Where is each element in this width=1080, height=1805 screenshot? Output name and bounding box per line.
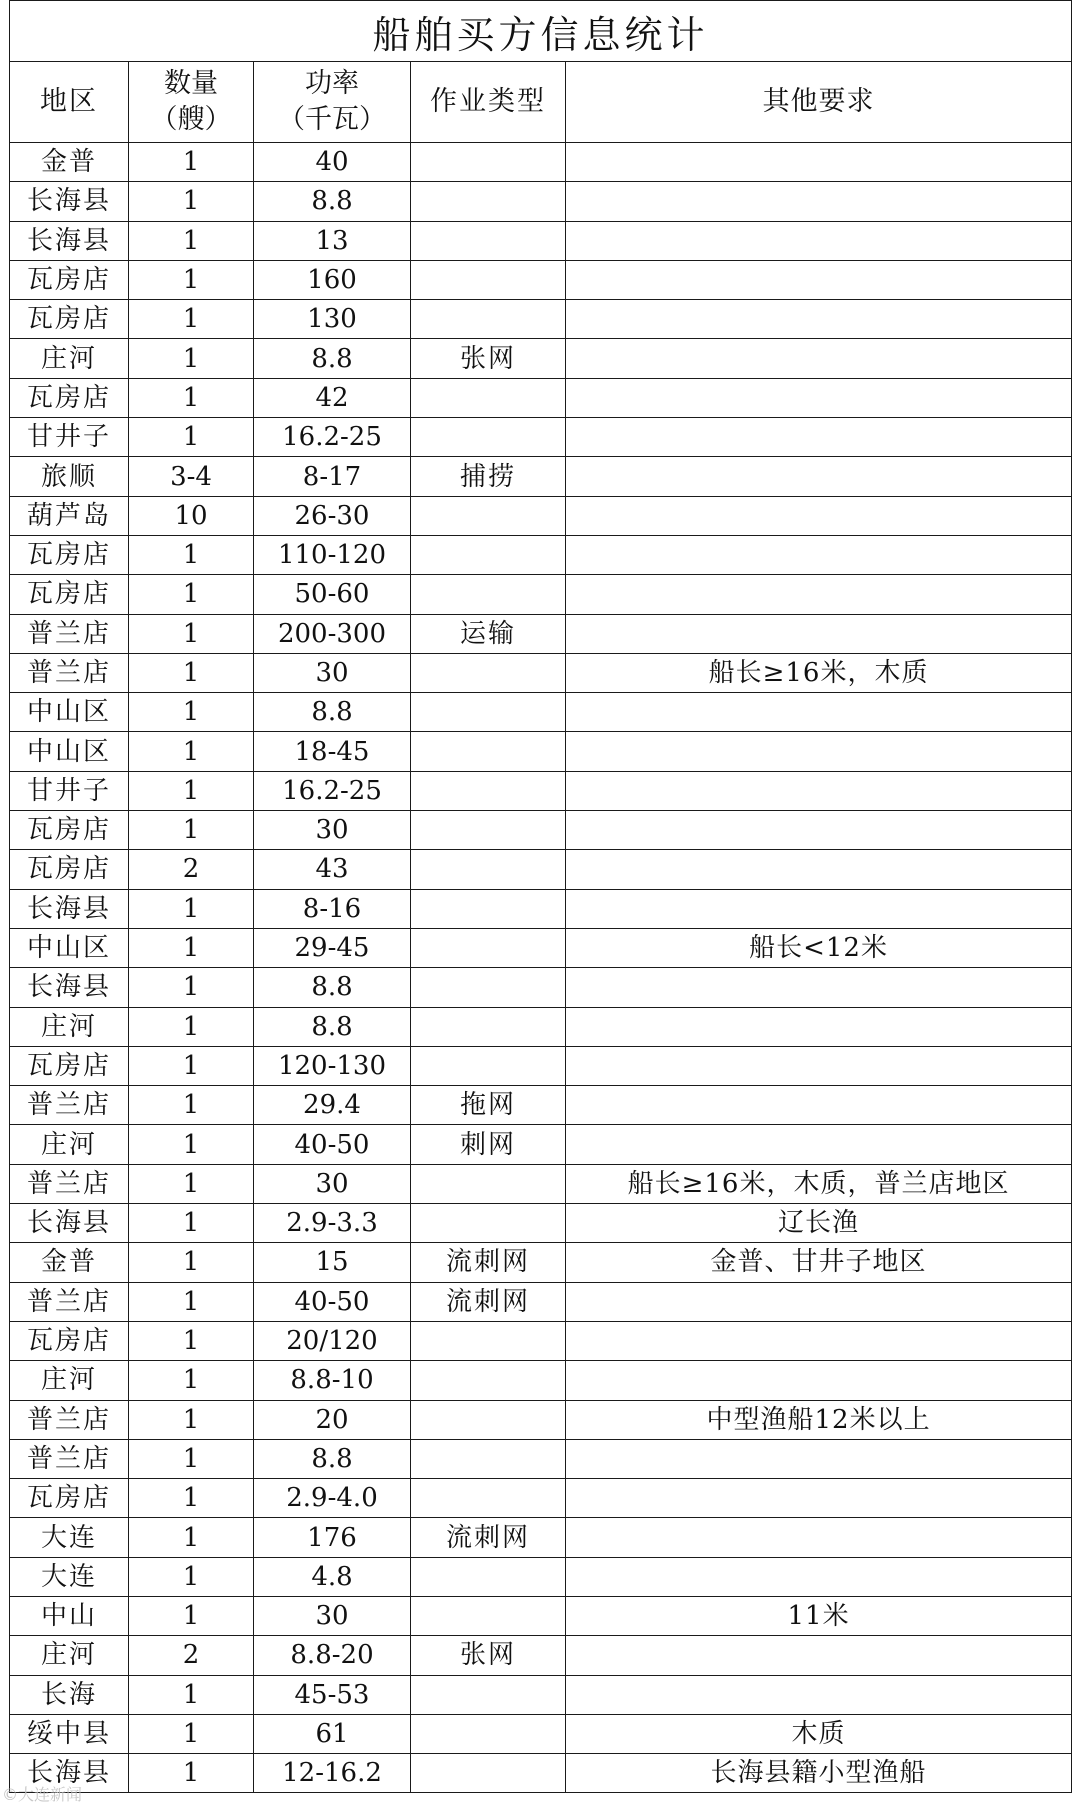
cell-work-type xyxy=(411,928,566,967)
cell-work-type xyxy=(411,1596,566,1635)
cell-quantity: 1 xyxy=(129,1007,254,1046)
cell-region: 普兰店 xyxy=(10,1164,129,1203)
cell-other-requirements: 船长<12米 xyxy=(566,928,1072,967)
header-other-requirements: 其他要求 xyxy=(566,62,1072,143)
table-row xyxy=(10,1282,1072,1321)
cell-work-type xyxy=(411,1439,566,1478)
cell-work-type: 张网 xyxy=(411,1636,566,1675)
document-page xyxy=(9,0,1071,1805)
cell-other-requirements xyxy=(566,378,1072,417)
cell-work-type: 流刺网 xyxy=(411,1282,566,1321)
cell-region: 普兰店 xyxy=(10,1439,129,1478)
cell-region: 绥中县 xyxy=(10,1714,129,1753)
cell-power: 40 xyxy=(254,143,411,182)
cell-quantity: 1 xyxy=(129,928,254,967)
cell-work-type xyxy=(411,811,566,850)
cell-other-requirements: 长海县籍小型渔船 xyxy=(566,1754,1072,1793)
cell-power: 8.8 xyxy=(254,693,411,732)
cell-region: 瓦房店 xyxy=(10,300,129,339)
cell-other-requirements: 辽长渔 xyxy=(566,1204,1072,1243)
cell-work-type: 刺网 xyxy=(411,1125,566,1164)
table-row xyxy=(10,928,1072,967)
cell-work-type xyxy=(411,653,566,692)
cell-power: 8.8 xyxy=(254,1007,411,1046)
cell-power: 45-53 xyxy=(254,1675,411,1714)
cell-power: 8.8 xyxy=(254,968,411,1007)
table-row xyxy=(10,1046,1072,1085)
cell-work-type xyxy=(411,693,566,732)
cell-quantity: 1 xyxy=(129,1675,254,1714)
cell-work-type xyxy=(411,1361,566,1400)
cell-work-type xyxy=(411,221,566,260)
cell-region: 庄河 xyxy=(10,1636,129,1675)
cell-region: 金普 xyxy=(10,143,129,182)
cell-other-requirements xyxy=(566,732,1072,771)
cell-work-type xyxy=(411,968,566,1007)
cell-other-requirements xyxy=(566,300,1072,339)
header-region: 地区 xyxy=(10,62,129,143)
cell-region: 庄河 xyxy=(10,1361,129,1400)
cell-work-type xyxy=(411,1675,566,1714)
cell-work-type xyxy=(411,143,566,182)
cell-region: 长海县 xyxy=(10,889,129,928)
cell-region: 普兰店 xyxy=(10,1086,129,1125)
cell-power: 8.8-10 xyxy=(254,1361,411,1400)
cell-quantity: 1 xyxy=(129,143,254,182)
cell-region: 瓦房店 xyxy=(10,811,129,850)
cell-work-type xyxy=(411,1557,566,1596)
cell-power: 176 xyxy=(254,1518,411,1557)
cell-quantity: 1 xyxy=(129,1479,254,1518)
cell-quantity: 1 xyxy=(129,575,254,614)
cell-region: 瓦房店 xyxy=(10,1046,129,1085)
cell-work-type xyxy=(411,1046,566,1085)
table-row xyxy=(10,300,1072,339)
cell-power: 110-120 xyxy=(254,535,411,574)
ship-buyer-table xyxy=(9,0,1072,1793)
table-row xyxy=(10,1164,1072,1203)
cell-other-requirements xyxy=(566,968,1072,1007)
cell-power: 29-45 xyxy=(254,928,411,967)
cell-region: 中山区 xyxy=(10,693,129,732)
cell-power: 16.2-25 xyxy=(254,418,411,457)
table-row xyxy=(10,889,1072,928)
table-row xyxy=(10,496,1072,535)
cell-power: 30 xyxy=(254,1596,411,1635)
cell-other-requirements xyxy=(566,1675,1072,1714)
cell-power: 20/120 xyxy=(254,1321,411,1360)
cell-region: 瓦房店 xyxy=(10,260,129,299)
cell-other-requirements xyxy=(566,182,1072,221)
cell-power: 29.4 xyxy=(254,1086,411,1125)
cell-region: 甘井子 xyxy=(10,771,129,810)
cell-power: 50-60 xyxy=(254,575,411,614)
cell-other-requirements: 11米 xyxy=(566,1596,1072,1635)
cell-quantity: 1 xyxy=(129,1754,254,1793)
table-row xyxy=(10,1086,1072,1125)
cell-region: 瓦房店 xyxy=(10,1321,129,1360)
table-row xyxy=(10,1714,1072,1753)
cell-region: 大连 xyxy=(10,1557,129,1596)
cell-quantity: 1 xyxy=(129,1125,254,1164)
cell-region: 普兰店 xyxy=(10,1400,129,1439)
cell-power: 18-45 xyxy=(254,732,411,771)
cell-power: 200-300 xyxy=(254,614,411,653)
cell-work-type xyxy=(411,182,566,221)
cell-region: 金普 xyxy=(10,1243,129,1282)
cell-other-requirements xyxy=(566,575,1072,614)
cell-power: 15 xyxy=(254,1243,411,1282)
cell-quantity: 1 xyxy=(129,968,254,1007)
cell-quantity: 1 xyxy=(129,260,254,299)
cell-quantity: 1 xyxy=(129,811,254,850)
cell-other-requirements xyxy=(566,457,1072,496)
table-row xyxy=(10,535,1072,574)
cell-quantity: 1 xyxy=(129,653,254,692)
cell-power: 40-50 xyxy=(254,1125,411,1164)
table-row xyxy=(10,653,1072,692)
table-row xyxy=(10,1596,1072,1635)
cell-quantity: 2 xyxy=(129,1636,254,1675)
table-row xyxy=(10,732,1072,771)
cell-power: 30 xyxy=(254,653,411,692)
cell-region: 庄河 xyxy=(10,1125,129,1164)
cell-region: 中山 xyxy=(10,1596,129,1635)
cell-other-requirements xyxy=(566,1636,1072,1675)
cell-power: 2.9-4.0 xyxy=(254,1479,411,1518)
cell-region: 葫芦岛 xyxy=(10,496,129,535)
table-row xyxy=(10,339,1072,378)
cell-work-type: 流刺网 xyxy=(411,1518,566,1557)
cell-power: 8.8 xyxy=(254,339,411,378)
cell-power: 8.8 xyxy=(254,1439,411,1478)
table-row xyxy=(10,260,1072,299)
cell-other-requirements xyxy=(566,1518,1072,1557)
cell-power: 12-16.2 xyxy=(254,1754,411,1793)
header-quantity: 数量 （艘） xyxy=(129,62,254,143)
cell-other-requirements xyxy=(566,1086,1072,1125)
cell-work-type xyxy=(411,1479,566,1518)
cell-other-requirements: 木质 xyxy=(566,1714,1072,1753)
cell-other-requirements xyxy=(566,1046,1072,1085)
cell-other-requirements xyxy=(566,143,1072,182)
cell-quantity: 1 xyxy=(129,182,254,221)
cell-power: 160 xyxy=(254,260,411,299)
table-row xyxy=(10,1125,1072,1164)
cell-power: 16.2-25 xyxy=(254,771,411,810)
cell-region: 中山区 xyxy=(10,732,129,771)
cell-quantity: 1 xyxy=(129,1086,254,1125)
cell-work-type: 流刺网 xyxy=(411,1243,566,1282)
table-row xyxy=(10,771,1072,810)
table-row xyxy=(10,378,1072,417)
cell-quantity: 1 xyxy=(129,1439,254,1478)
cell-work-type xyxy=(411,575,566,614)
cell-region: 长海县 xyxy=(10,1204,129,1243)
table-row xyxy=(10,1518,1072,1557)
table-row xyxy=(10,1479,1072,1518)
cell-work-type xyxy=(411,378,566,417)
cell-other-requirements: 金普、甘井子地区 xyxy=(566,1243,1072,1282)
cell-quantity: 1 xyxy=(129,889,254,928)
table-row xyxy=(10,811,1072,850)
cell-quantity: 1 xyxy=(129,221,254,260)
header-power: 功率 （千瓦） xyxy=(254,62,411,143)
cell-power: 130 xyxy=(254,300,411,339)
cell-power: 8-17 xyxy=(254,457,411,496)
cell-quantity: 1 xyxy=(129,418,254,457)
cell-work-type xyxy=(411,418,566,457)
cell-work-type xyxy=(411,1007,566,1046)
table-row xyxy=(10,850,1072,889)
cell-work-type xyxy=(411,1400,566,1439)
cell-other-requirements xyxy=(566,1282,1072,1321)
cell-power: 43 xyxy=(254,850,411,889)
cell-quantity: 1 xyxy=(129,1557,254,1596)
cell-region: 瓦房店 xyxy=(10,850,129,889)
watermark-text: ©大连新闻 xyxy=(2,1785,83,1804)
cell-work-type xyxy=(411,850,566,889)
cell-other-requirements xyxy=(566,614,1072,653)
cell-quantity: 1 xyxy=(129,535,254,574)
table-row xyxy=(10,182,1072,221)
cell-quantity: 3-4 xyxy=(129,457,254,496)
cell-other-requirements xyxy=(566,1439,1072,1478)
cell-power: 4.8 xyxy=(254,1557,411,1596)
cell-region: 瓦房店 xyxy=(10,378,129,417)
cell-quantity: 1 xyxy=(129,1282,254,1321)
cell-region: 长海县 xyxy=(10,182,129,221)
cell-region: 普兰店 xyxy=(10,653,129,692)
cell-region: 庄河 xyxy=(10,1007,129,1046)
cell-quantity: 1 xyxy=(129,693,254,732)
cell-other-requirements xyxy=(566,418,1072,457)
cell-power: 30 xyxy=(254,1164,411,1203)
table-row xyxy=(10,968,1072,1007)
cell-power: 8.8 xyxy=(254,182,411,221)
cell-region: 长海县 xyxy=(10,1754,129,1793)
table-row xyxy=(10,1439,1072,1478)
cell-region: 普兰店 xyxy=(10,1282,129,1321)
table-row xyxy=(10,575,1072,614)
cell-region: 长海县 xyxy=(10,221,129,260)
cell-quantity: 1 xyxy=(129,1714,254,1753)
table-row xyxy=(10,1007,1072,1046)
cell-quantity: 2 xyxy=(129,850,254,889)
cell-quantity: 1 xyxy=(129,1164,254,1203)
cell-power: 8.8-20 xyxy=(254,1636,411,1675)
cell-other-requirements xyxy=(566,260,1072,299)
cell-other-requirements xyxy=(566,889,1072,928)
cell-power: 26-30 xyxy=(254,496,411,535)
cell-region: 瓦房店 xyxy=(10,575,129,614)
cell-other-requirements xyxy=(566,339,1072,378)
cell-power: 42 xyxy=(254,378,411,417)
cell-quantity: 1 xyxy=(129,771,254,810)
header-work-type: 作业类型 xyxy=(411,62,566,143)
table-body xyxy=(10,143,1072,1793)
cell-work-type: 拖网 xyxy=(411,1086,566,1125)
cell-region: 瓦房店 xyxy=(10,1479,129,1518)
cell-other-requirements xyxy=(566,1479,1072,1518)
cell-power: 30 xyxy=(254,811,411,850)
cell-region: 庄河 xyxy=(10,339,129,378)
cell-quantity: 1 xyxy=(129,1243,254,1282)
cell-region: 长海 xyxy=(10,1675,129,1714)
table-title: 船舶买方信息统计 xyxy=(10,1,1072,62)
table-row xyxy=(10,418,1072,457)
cell-region: 瓦房店 xyxy=(10,535,129,574)
table-row xyxy=(10,1636,1072,1675)
cell-work-type xyxy=(411,260,566,299)
cell-other-requirements xyxy=(566,496,1072,535)
cell-quantity: 1 xyxy=(129,1596,254,1635)
cell-region: 甘井子 xyxy=(10,418,129,457)
cell-other-requirements xyxy=(566,221,1072,260)
table-row xyxy=(10,1754,1072,1793)
cell-other-requirements xyxy=(566,850,1072,889)
cell-work-type xyxy=(411,1164,566,1203)
cell-other-requirements xyxy=(566,535,1072,574)
cell-other-requirements: 中型渔船12米以上 xyxy=(566,1400,1072,1439)
cell-power: 13 xyxy=(254,221,411,260)
cell-work-type: 张网 xyxy=(411,339,566,378)
cell-quantity: 1 xyxy=(129,339,254,378)
table-row xyxy=(10,1675,1072,1714)
cell-region: 普兰店 xyxy=(10,614,129,653)
cell-quantity: 1 xyxy=(129,732,254,771)
cell-other-requirements: 船长≥16米，木质 xyxy=(566,653,1072,692)
cell-work-type xyxy=(411,771,566,810)
cell-quantity: 1 xyxy=(129,614,254,653)
cell-region: 中山区 xyxy=(10,928,129,967)
cell-other-requirements xyxy=(566,811,1072,850)
table-row xyxy=(10,1400,1072,1439)
cell-power: 8-16 xyxy=(254,889,411,928)
cell-region: 长海县 xyxy=(10,968,129,1007)
cell-power: 120-130 xyxy=(254,1046,411,1085)
table-row xyxy=(10,1321,1072,1360)
cell-other-requirements xyxy=(566,1557,1072,1596)
table-row xyxy=(10,457,1072,496)
table-row xyxy=(10,1243,1072,1282)
cell-quantity: 1 xyxy=(129,1400,254,1439)
cell-work-type xyxy=(411,496,566,535)
cell-other-requirements: 船长≥16米，木质，普兰店地区 xyxy=(566,1164,1072,1203)
table-row xyxy=(10,693,1072,732)
cell-power: 40-50 xyxy=(254,1282,411,1321)
cell-work-type xyxy=(411,1204,566,1243)
cell-other-requirements xyxy=(566,1007,1072,1046)
table-row xyxy=(10,221,1072,260)
cell-work-type xyxy=(411,300,566,339)
table-row xyxy=(10,143,1072,182)
cell-work-type: 运输 xyxy=(411,614,566,653)
cell-quantity: 1 xyxy=(129,300,254,339)
cell-quantity: 10 xyxy=(129,496,254,535)
table-row xyxy=(10,1361,1072,1400)
cell-quantity: 1 xyxy=(129,1204,254,1243)
cell-quantity: 1 xyxy=(129,1518,254,1557)
cell-work-type xyxy=(411,732,566,771)
table-row xyxy=(10,614,1072,653)
cell-other-requirements xyxy=(566,1361,1072,1400)
table-row xyxy=(10,1557,1072,1596)
cell-other-requirements xyxy=(566,1321,1072,1360)
cell-work-type xyxy=(411,535,566,574)
table-row xyxy=(10,1204,1072,1243)
cell-other-requirements xyxy=(566,1125,1072,1164)
cell-quantity: 1 xyxy=(129,378,254,417)
cell-power: 20 xyxy=(254,1400,411,1439)
cell-work-type: 捕捞 xyxy=(411,457,566,496)
cell-region: 旅顺 xyxy=(10,457,129,496)
cell-work-type xyxy=(411,889,566,928)
cell-quantity: 1 xyxy=(129,1046,254,1085)
cell-work-type xyxy=(411,1754,566,1793)
cell-other-requirements xyxy=(566,693,1072,732)
cell-work-type xyxy=(411,1321,566,1360)
cell-quantity: 1 xyxy=(129,1321,254,1360)
cell-region: 大连 xyxy=(10,1518,129,1557)
cell-work-type xyxy=(411,1714,566,1753)
cell-power: 61 xyxy=(254,1714,411,1753)
cell-quantity: 1 xyxy=(129,1361,254,1400)
cell-power: 2.9-3.3 xyxy=(254,1204,411,1243)
cell-other-requirements xyxy=(566,771,1072,810)
